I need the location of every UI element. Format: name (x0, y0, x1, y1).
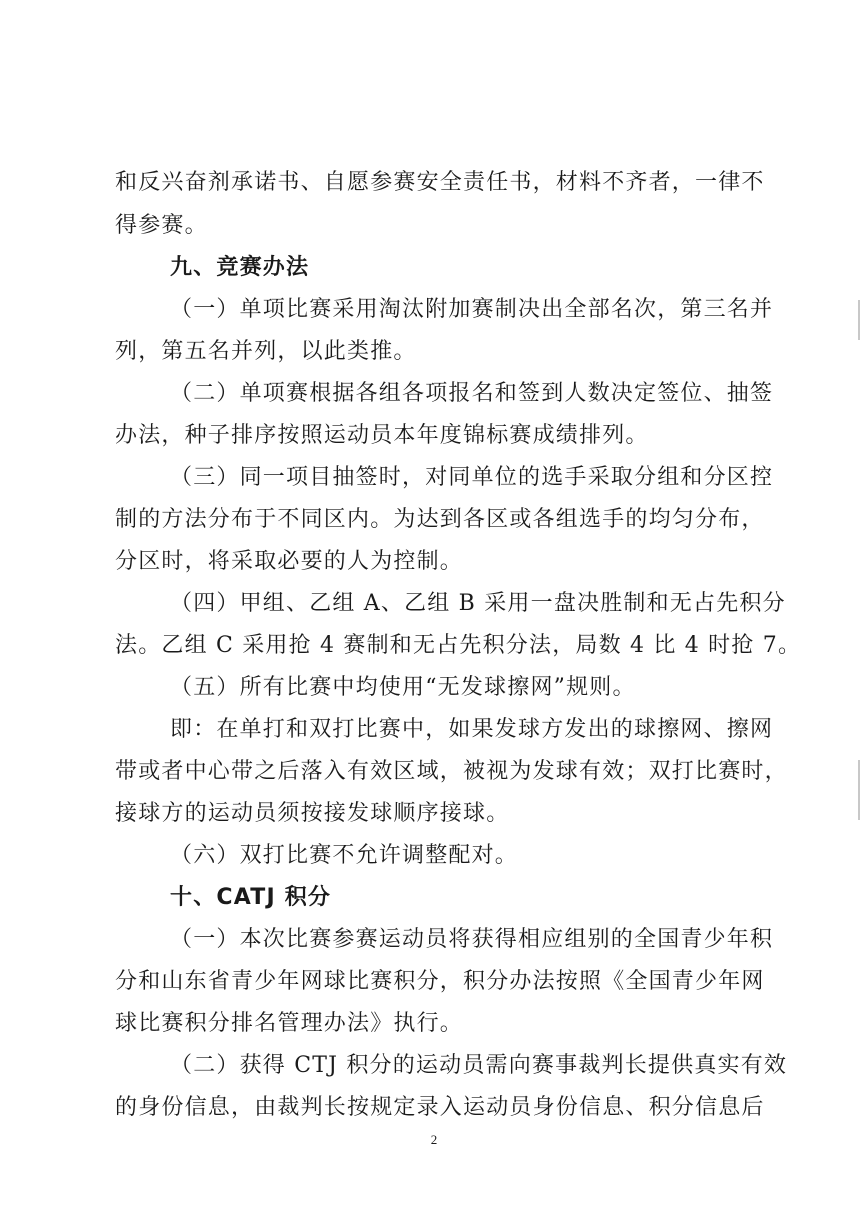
scan-margin-mark (858, 760, 860, 820)
paragraph-line: 球比赛积分排名管理办法》执行。 (115, 1011, 464, 1036)
paragraph-line: 办法，种子排序按照运动员本年度锦标赛成绩排列。 (115, 423, 649, 448)
paragraph-line: 带或者中心带之后落入有效区域，被视为发球有效；双打比赛时， (115, 759, 788, 784)
paragraph-line: （五）所有比赛中均使用“无发球擦网”规则。 (170, 675, 636, 700)
paragraph-line: （三）同一项目抽签时，对同单位的选手采取分组和分区控 (170, 465, 774, 490)
page-number: 2 (430, 1132, 438, 1147)
paragraph-line: 的身份信息，由裁判长按规定录入运动员身份信息、积分信息后 (115, 1095, 765, 1120)
paragraph-line: （四）甲组、乙组 A、乙组 B 采用一盘决胜制和无占先积分 (170, 591, 786, 616)
section-heading: 十、CATJ 积分 (170, 885, 332, 910)
paragraph-line: （二）获得 CTJ 积分的运动员需向赛事裁判长提供真实有效 (170, 1053, 788, 1078)
paragraph-line: 分区时，将采取必要的人为控制。 (115, 549, 464, 574)
paragraph-line: 列，第五名并列，以此类推。 (115, 339, 417, 364)
paragraph-line: 法。乙组 C 采用抢 4 赛制和无占先积分法，局数 4 比 4 时抢 7。 (115, 633, 802, 658)
section-heading: 九、竞赛办法 (170, 255, 310, 280)
paragraph-line: （一）本次比赛参赛运动员将获得相应组别的全国青少年积 (170, 927, 774, 952)
paragraph-line: （六）双打比赛不允许调整配对。 (170, 843, 519, 868)
paragraph-line: 和反兴奋剂承诺书、自愿参赛安全责任书，材料不齐者，一律不 (115, 170, 765, 195)
paragraph-line: （一）单项比赛采用淘汰附加赛制决出全部名次，第三名并 (170, 297, 774, 322)
paragraph-line: 得参赛。 (115, 213, 208, 238)
paragraph-line: （二）单项赛根据各组各项报名和签到人数决定签位、抽签 (170, 381, 774, 406)
paragraph-line: 接球方的运动员须按接发球顺序接球。 (115, 801, 510, 826)
paragraph-line: 即：在单打和双打比赛中，如果发球方发出的球擦网、擦网 (170, 717, 774, 742)
paragraph-line: 分和山东省青少年网球比赛积分，积分办法按照《全国青少年网 (115, 969, 765, 994)
paragraph-line: 制的方法分布于不同区内。为达到各区或各组选手的均匀分布， (115, 507, 765, 532)
scan-margin-mark (858, 300, 860, 340)
